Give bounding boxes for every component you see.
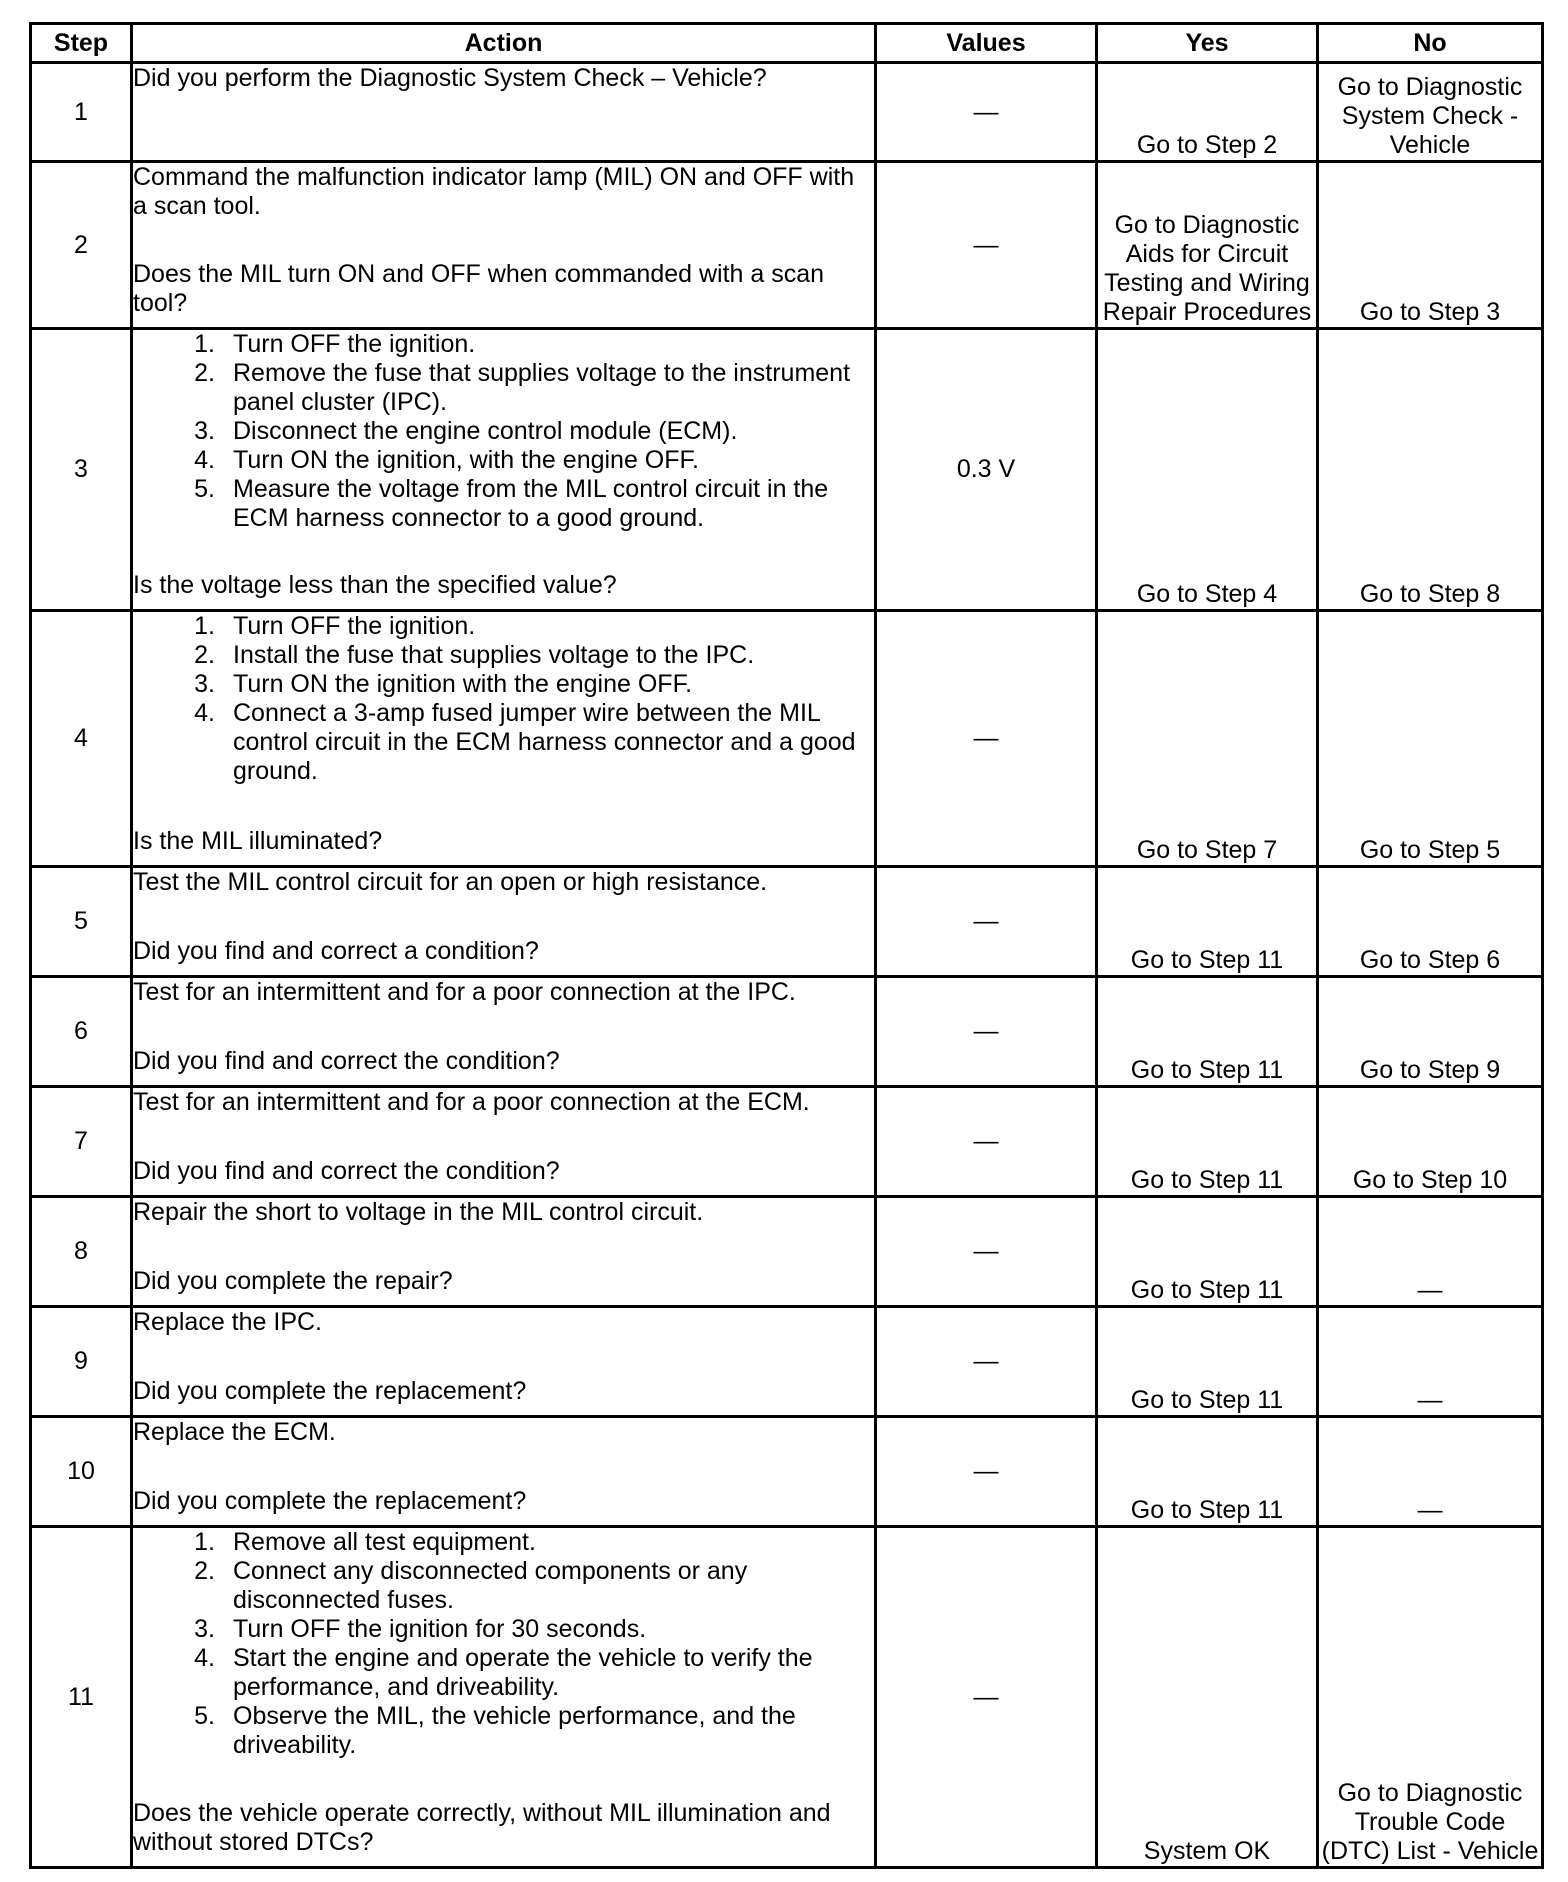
action-question: Did you complete the replacement?: [133, 1377, 527, 1405]
table-row: [31, 1527, 1543, 1868]
list-item-text: Turn ON the ignition with the engine OFF.: [233, 670, 693, 698]
action-question: Did you complete the replacement?: [133, 1487, 527, 1515]
list-item: [133, 1528, 874, 1557]
yes-cell: Go to Step 2: [1097, 63, 1318, 162]
list-item-text: Turn ON the ignition, with the engine OFF.: [233, 446, 699, 474]
action-cell: [132, 1087, 876, 1197]
list-item-text: Turn OFF the ignition.: [233, 612, 476, 640]
action-instructions: [133, 1308, 874, 1337]
yes-cell: Go to Step 11: [1097, 1087, 1318, 1197]
header-action: Action: [132, 24, 876, 63]
no-cell: Go to Step 9: [1318, 977, 1543, 1087]
action-intro: Repair the short to voltage in the MIL control circuit.: [133, 1198, 704, 1226]
header-step: Step: [31, 24, 132, 63]
action-content: [133, 612, 874, 856]
header-row: [31, 24, 1543, 63]
action-content: [133, 1528, 874, 1857]
diagnostic-table: [29, 22, 1544, 1869]
action-instructions: [133, 868, 874, 897]
no-cell: Go to Step 6: [1318, 867, 1543, 977]
list-item: [133, 612, 874, 641]
list-item: [133, 1615, 874, 1644]
action-question: Does the MIL turn ON and OFF when commanded with a scan tool?: [133, 260, 825, 317]
action-instructions: [133, 330, 874, 533]
action-content: [133, 1418, 874, 1516]
list-item-number: 4.: [194, 699, 215, 727]
no-cell: Go to Step 8: [1318, 329, 1543, 611]
list-item-text: Install the fuse that supplies voltage to the IPC.: [233, 641, 755, 669]
step-number: 11: [31, 1527, 132, 1868]
action-cell: [132, 1307, 876, 1417]
no-cell: Go to Diagnostic Trouble Code (DTC) List - Vehicle: [1318, 1527, 1543, 1868]
values-cell: —: [876, 1087, 1097, 1197]
action-cell: [132, 1527, 876, 1868]
list-item-number: 2.: [194, 641, 215, 669]
action-substeps: [133, 330, 874, 533]
yes-cell: Go to Step 4: [1097, 329, 1318, 611]
step-number: 4: [31, 611, 132, 867]
yes-cell: Go to Step 11: [1097, 867, 1318, 977]
list-item-number: 3.: [194, 417, 215, 445]
step-number: 3: [31, 329, 132, 611]
step-number: 7: [31, 1087, 132, 1197]
no-cell: Go to Diagnostic System Check - Vehicle: [1318, 63, 1543, 162]
list-item-text: Disconnect the engine control module (ECM).: [233, 417, 738, 445]
list-item: [133, 446, 874, 475]
list-item: [133, 359, 874, 417]
step-number: 5: [31, 867, 132, 977]
action-instructions: [133, 163, 874, 221]
step-number: 9: [31, 1307, 132, 1417]
values-cell: —: [876, 977, 1097, 1087]
table-row: [31, 1197, 1543, 1307]
values-cell: —: [876, 867, 1097, 977]
action-instructions: [133, 978, 874, 1007]
list-item: [133, 1557, 874, 1615]
list-item-number: 4.: [194, 1644, 215, 1672]
action-question: Did you find and correct the condition?: [133, 1047, 560, 1075]
yes-cell: Go to Step 11: [1097, 1197, 1318, 1307]
action-intro: Did you perform the Diagnostic System Check – Vehicle?: [133, 64, 767, 92]
no-cell: —: [1318, 1197, 1543, 1307]
action-substeps: [133, 612, 874, 786]
no-cell: Go to Step 3: [1318, 162, 1543, 329]
step-number: 1: [31, 63, 132, 162]
values-cell: 0.3 V: [876, 329, 1097, 611]
action-question: Is the voltage less than the specified value?: [133, 571, 617, 599]
action-question: Did you find and correct the condition?: [133, 1157, 560, 1185]
list-item-number: 2.: [194, 359, 215, 387]
step-number: 6: [31, 977, 132, 1087]
list-item-number: 1.: [194, 1528, 215, 1556]
list-item-text: Observe the MIL, the vehicle performance, and the driveability.: [233, 1702, 796, 1759]
action-content: [133, 868, 874, 966]
action-substeps: [133, 1528, 874, 1760]
table-row: [31, 867, 1543, 977]
action-question: Does the vehicle operate correctly, without MIL illumination and without stored DTCs?: [133, 1799, 831, 1856]
list-item-number: 1.: [194, 330, 215, 358]
list-item-text: Remove all test equipment.: [233, 1528, 536, 1556]
values-cell: —: [876, 1527, 1097, 1868]
yes-cell: Go to Step 11: [1097, 977, 1318, 1087]
action-content: [133, 330, 874, 600]
list-item-number: 3.: [194, 1615, 215, 1643]
values-cell: —: [876, 1307, 1097, 1417]
list-item-text: Connect any disconnected components or any disconnected fuses.: [233, 1557, 748, 1614]
list-item-number: 5.: [194, 1702, 215, 1730]
action-cell: [132, 162, 876, 329]
action-instructions: [133, 612, 874, 786]
list-item: [133, 330, 874, 359]
list-item-number: 5.: [194, 475, 215, 503]
header-yes: Yes: [1097, 24, 1318, 63]
no-cell: Go to Step 10: [1318, 1087, 1543, 1197]
action-cell: [132, 329, 876, 611]
action-instructions: [133, 1528, 874, 1760]
header-no: No: [1318, 24, 1543, 63]
action-instructions: [133, 1088, 874, 1117]
action-cell: [132, 867, 876, 977]
list-item-number: 3.: [194, 670, 215, 698]
action-content: [133, 64, 874, 151]
action-instructions: [133, 1418, 874, 1447]
list-item-number: 1.: [194, 612, 215, 640]
list-item: [133, 699, 874, 786]
action-instructions: [133, 64, 874, 93]
diagnostic-table-container: [29, 22, 1541, 1869]
table-row: [31, 1417, 1543, 1527]
values-cell: —: [876, 611, 1097, 867]
action-intro: Replace the ECM.: [133, 1418, 336, 1446]
table-row: [31, 162, 1543, 329]
step-number: 8: [31, 1197, 132, 1307]
list-item-text: Turn OFF the ignition for 30 seconds.: [233, 1615, 647, 1643]
table-row: [31, 977, 1543, 1087]
action-content: [133, 1308, 874, 1406]
values-cell: —: [876, 63, 1097, 162]
list-item-text: Remove the fuse that supplies voltage to the instrument panel cluster (IPC).: [233, 359, 851, 416]
action-cell: [132, 1417, 876, 1527]
table-row: [31, 611, 1543, 867]
values-cell: —: [876, 162, 1097, 329]
action-cell: [132, 611, 876, 867]
yes-cell: Go to Step 11: [1097, 1417, 1318, 1527]
yes-cell: System OK: [1097, 1527, 1318, 1868]
list-item-text: Measure the voltage from the MIL control circuit in the ECM harness connector to a good ground.: [233, 475, 829, 532]
yes-cell: Go to Diagnostic Aids for Circuit Testing and Wiring Repair Procedures: [1097, 162, 1318, 329]
action-intro: Command the malfunction indicator lamp (MIL) ON and OFF with a scan tool.: [133, 163, 855, 220]
list-item: [133, 1702, 874, 1760]
action-question: Did you complete the repair?: [133, 1267, 453, 1295]
action-instructions: [133, 1198, 874, 1227]
table-row: [31, 1307, 1543, 1417]
header-values: Values: [876, 24, 1097, 63]
action-question: Is the MIL illuminated?: [133, 827, 383, 855]
no-cell: —: [1318, 1417, 1543, 1527]
yes-cell: Go to Step 11: [1097, 1307, 1318, 1417]
list-item-number: 4.: [194, 446, 215, 474]
list-item: [133, 1644, 874, 1702]
list-item-text: Start the engine and operate the vehicle to verify the performance, and driveability.: [233, 1644, 813, 1701]
table-row: [31, 1087, 1543, 1197]
action-intro: Replace the IPC.: [133, 1308, 322, 1336]
list-item: [133, 417, 874, 446]
action-cell: [132, 1197, 876, 1307]
action-question: Did you find and correct a condition?: [133, 937, 539, 965]
action-intro: Test for an intermittent and for a poor connection at the ECM.: [133, 1088, 810, 1116]
action-intro: Test for an intermittent and for a poor connection at the IPC.: [133, 978, 796, 1006]
list-item: [133, 475, 874, 533]
step-number: 2: [31, 162, 132, 329]
action-content: [133, 1088, 874, 1186]
action-content: [133, 163, 874, 318]
values-cell: —: [876, 1417, 1097, 1527]
action-cell: [132, 977, 876, 1087]
list-item-text: Connect a 3-amp fused jumper wire between the MIL control circuit in the ECM harness connector and a good ground.: [233, 699, 856, 785]
action-cell: [132, 63, 876, 162]
no-cell: Go to Step 5: [1318, 611, 1543, 867]
yes-cell: Go to Step 7: [1097, 611, 1318, 867]
list-item: [133, 670, 874, 699]
no-cell: —: [1318, 1307, 1543, 1417]
list-item-number: 2.: [194, 1557, 215, 1585]
table-row: [31, 329, 1543, 611]
action-content: [133, 1198, 874, 1296]
action-intro: Test the MIL control circuit for an open or high resistance.: [133, 868, 768, 896]
list-item: [133, 641, 874, 670]
table-row: [31, 63, 1543, 162]
values-cell: —: [876, 1197, 1097, 1307]
action-content: [133, 978, 874, 1076]
list-item-text: Turn OFF the ignition.: [233, 330, 476, 358]
step-number: 10: [31, 1417, 132, 1527]
